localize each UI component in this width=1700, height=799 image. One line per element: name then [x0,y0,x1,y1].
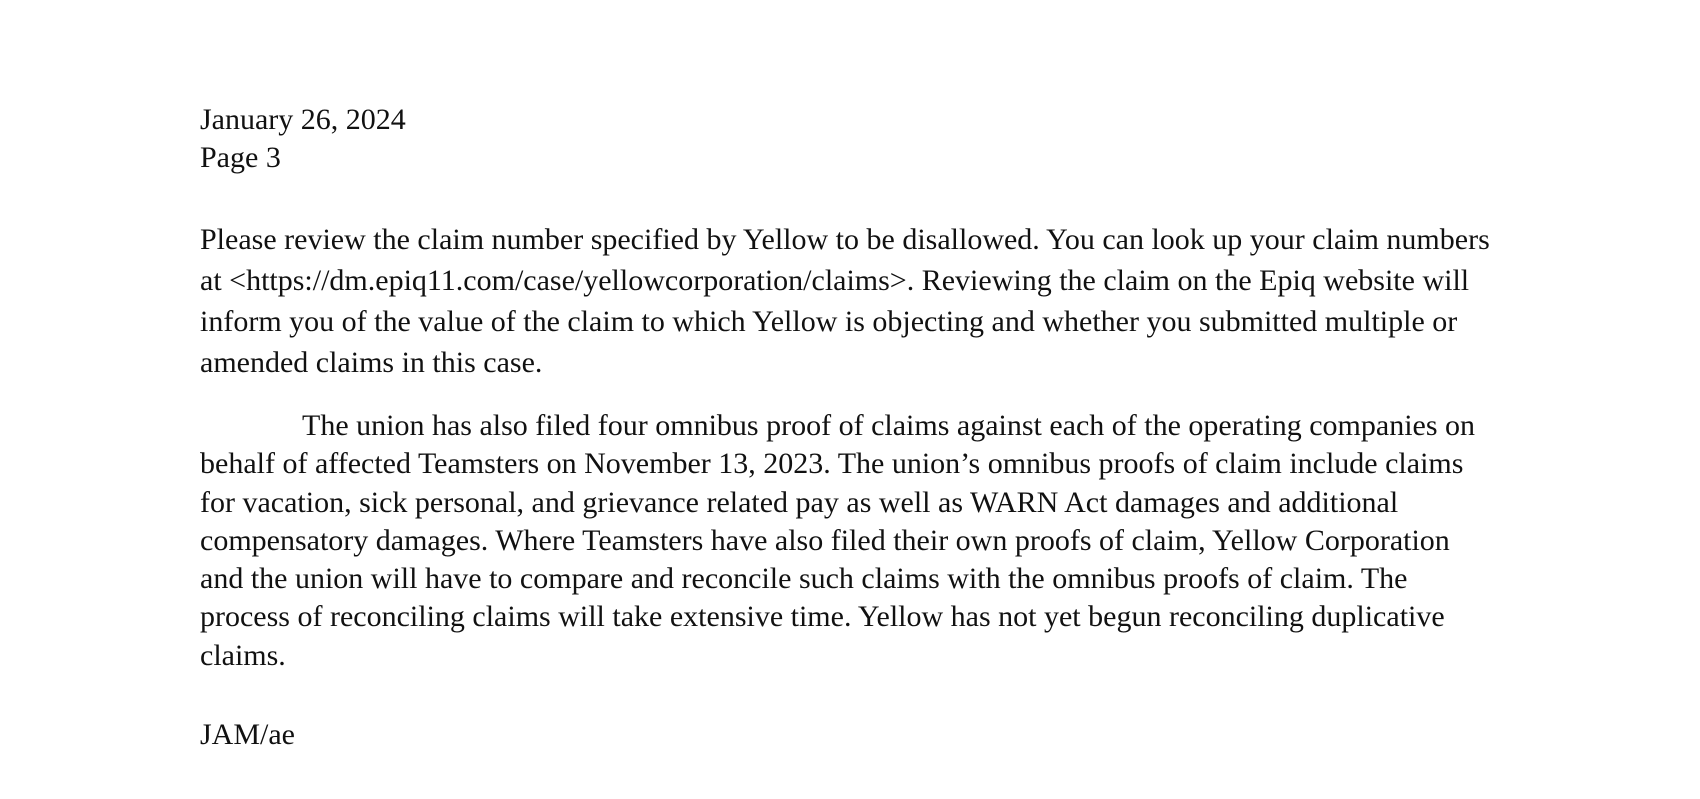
letter-date: January 26, 2024 [200,103,406,136]
body-paragraph-omnibus-claims: The union has also filed four omnibus proof of claims against each of the operating companies on behalf of affected Teamsters on November 13, 2023. The union’s omnibus proofs of claim include claims for vacation, sick personal, and grievance related pay as well as WARN Act damages and additional compensatory damages. Where Teamsters have also filed their own proofs of claim, Yellow Corporation and the union will have to compare and reconcile such claims with the omnibus proofs of claim. The process of reconciling claims will take extensive time. Yellow has not yet begun reconciling duplicative claims. [200,409,1476,672]
page-number: Page 3 [200,141,281,174]
body-paragraph-claim-review: Please review the claim number specified by Yellow to be disallowed. You can look up your claim numbers at <https://dm.epiq11.com/case/yellowcorporation/claims>. Reviewing the claim on the Epiq website will inform you of the value of the claim to which Yellow is objecting and whether you submitted multiple or amended claims in this case. [200,223,1490,379]
reference-initials: JAM/ae [200,718,295,751]
